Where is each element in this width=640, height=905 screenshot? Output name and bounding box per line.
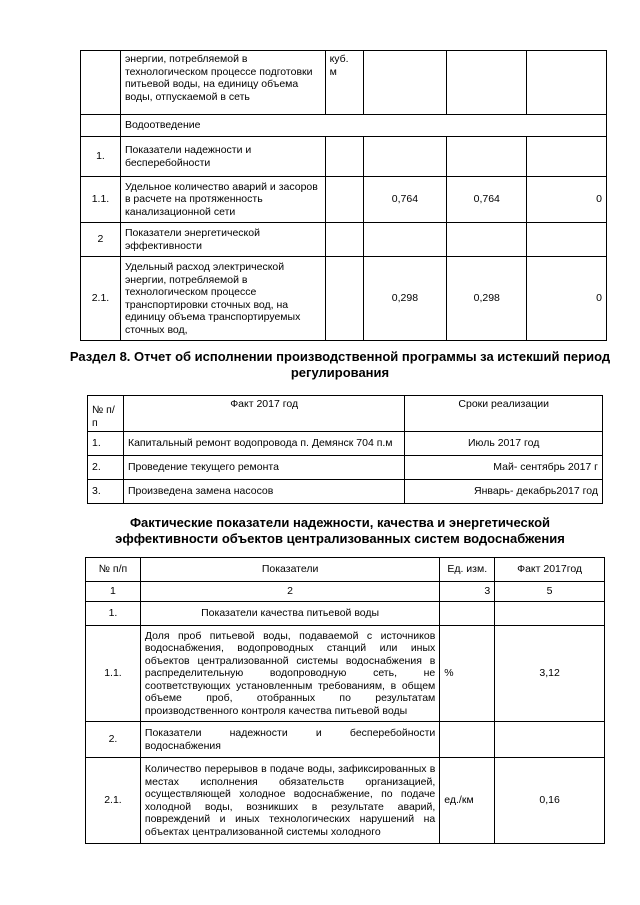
table-row [81, 51, 607, 115]
row-number: 1.1. [81, 177, 121, 223]
indicators-table [80, 50, 607, 341]
fact-cell: Произведена замена насосов [123, 480, 404, 504]
index-cell: 1 [86, 582, 141, 602]
actual-indicators-table [85, 557, 605, 844]
unit-cell: ед./км [440, 758, 495, 844]
unit-cell [440, 602, 495, 626]
value-cell [527, 137, 607, 177]
fact-cell: 3,12 [495, 626, 605, 722]
indicator-name: Показатели качества питьевой воды [140, 602, 439, 626]
column-header: Факт 2017 год [123, 396, 404, 432]
value-cell [527, 51, 607, 115]
table-row [88, 456, 603, 480]
column-header: Факт 2017год [495, 558, 605, 582]
column-header: № п/п [88, 396, 124, 432]
section-label: Водоотведение [120, 115, 606, 137]
row-number: 2 [81, 223, 121, 257]
row-number: 2. [88, 456, 124, 480]
terms-cell: Июль 2017 год [405, 432, 603, 456]
value-cell [363, 51, 447, 115]
column-header: Сроки реализации [405, 396, 603, 432]
index-row [86, 582, 605, 602]
indicator-name: энергии, потребляемой в технологическом процессе подготовки питьевой воды, на единицу объема воды, отпускаемой в сеть [120, 51, 325, 115]
indicator-name: Показатели надежности и бесперебойности водоснабжения [140, 722, 439, 758]
value-cell: 0 [527, 257, 607, 341]
row-number: 1. [88, 432, 124, 456]
row-number [81, 51, 121, 115]
fact-cell [495, 722, 605, 758]
table-row [81, 223, 607, 257]
value-cell: 0,298 [363, 257, 447, 341]
row-number: 1. [81, 137, 121, 177]
table-row [86, 602, 605, 626]
value-cell [447, 223, 527, 257]
column-header: Показатели [140, 558, 439, 582]
unit-cell [325, 257, 363, 341]
section8-title: Раздел 8. Отчет об исполнении производственной программы за истекший период регулирования [69, 349, 611, 380]
indicator-name: Удельный расход электрической энергии, потребляемой в технологическом процессе транспортировки сточных вод, на единицу объема транспортируемых сточных вод, [120, 257, 325, 341]
unit-cell [325, 177, 363, 223]
table-row [86, 626, 605, 722]
unit-cell [325, 137, 363, 177]
table-header-row [86, 558, 605, 582]
table-row [81, 177, 607, 223]
table-row [86, 758, 605, 844]
row-number: 2.1. [86, 758, 141, 844]
fact-cell: Проведение текущего ремонта [123, 456, 404, 480]
index-cell: 5 [495, 582, 605, 602]
table-header-row [88, 396, 603, 432]
unit-cell [325, 223, 363, 257]
indicator-name: Количество перерывов в подаче воды, зафиксированных в местах исполнения обязательств организацией, осуществляющей холодное водоснабжение, по подаче холодной воды, возникших в результате аварий, повреждений и иных технологических нарушений на объектах централизованной системы холодного [140, 758, 439, 844]
value-cell [363, 137, 447, 177]
table-row [81, 257, 607, 341]
column-header: Ед. изм. [440, 558, 495, 582]
value-cell: 0 [527, 177, 607, 223]
section-row [81, 115, 607, 137]
fact-cell: 0,16 [495, 758, 605, 844]
actual-indicators-title: Фактические показатели надежности, качества и энергетической эффективности объектов централизованных систем водоснабжения [115, 515, 565, 546]
terms-cell: Январь- декабрь2017 год [405, 480, 603, 504]
terms-cell: Май- сентябрь 2017 г [405, 456, 603, 480]
value-cell: 0,298 [447, 257, 527, 341]
value-cell [363, 223, 447, 257]
value-cell [447, 51, 527, 115]
indicator-name: Доля проб питьевой воды, подаваемой с источников водоснабжения, водопроводных станций или иных объектов централизованной системы водоснабжения в распределительную водопроводную сеть, не соответствующих установленным требованиям, в общем объеме проб, отобранных по результатам производственного контроля качества питьевой воды [140, 626, 439, 722]
indicator-name: Показатели надежности и бесперебойности [120, 137, 325, 177]
row-number: 2.1. [81, 257, 121, 341]
unit-cell: куб. м [325, 51, 363, 115]
section8-table [87, 395, 603, 504]
table-row [81, 137, 607, 177]
column-header: № п/п [86, 558, 141, 582]
row-number: 1.1. [86, 626, 141, 722]
table-row [88, 480, 603, 504]
value-cell [447, 137, 527, 177]
row-number: 2. [86, 722, 141, 758]
indicator-name: Удельное количество аварий и засоров в расчете на протяженность канализационной сети [120, 177, 325, 223]
index-cell: 3 [440, 582, 495, 602]
value-cell: 0,764 [363, 177, 447, 223]
value-cell [527, 223, 607, 257]
fact-cell [495, 602, 605, 626]
unit-cell [440, 722, 495, 758]
row-number: 3. [88, 480, 124, 504]
table-row [86, 722, 605, 758]
table-row [88, 432, 603, 456]
index-cell: 2 [140, 582, 439, 602]
unit-cell: % [440, 626, 495, 722]
indicator-name: Показатели энергетической эффективности [120, 223, 325, 257]
row-number: 1. [86, 602, 141, 626]
value-cell: 0,764 [447, 177, 527, 223]
fact-cell: Капитальный ремонт водопровода п. Демянск 704 п.м [123, 432, 404, 456]
